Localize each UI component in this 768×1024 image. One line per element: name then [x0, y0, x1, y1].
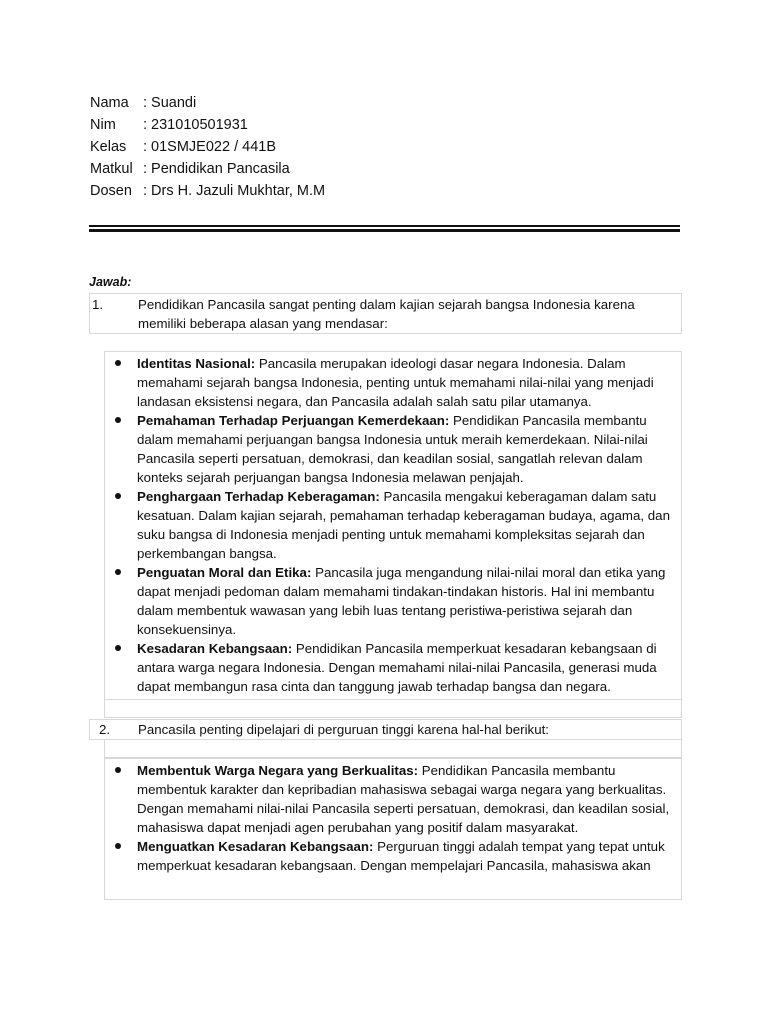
bullet-icon: [115, 843, 121, 849]
list-item: [105, 487, 681, 563]
list-item-title: Penghargaan Terhadap Keberagaman:: [137, 489, 380, 504]
nim-label: Nim: [90, 117, 116, 133]
list-item: [105, 411, 681, 487]
identity-row-matkul: [90, 158, 325, 180]
list-item-title: Membentuk Warga Negara yang Berkualitas:: [137, 763, 419, 778]
student-identity-block: [90, 92, 325, 202]
question-2-number: 2.: [99, 722, 111, 737]
table-spacer-row: [104, 739, 682, 758]
dosen-label: Dosen: [90, 183, 132, 199]
question-1-number: 1.: [92, 297, 104, 312]
answer-2-list: [105, 759, 681, 875]
identity-row-nama: [90, 92, 325, 114]
list-item-text: Pancasila mengakui keberagaman dalam satu kesatuan. Dalam kajian sejarah, pemahaman terhadap keberagaman budaya, agama, dan suku bangsa di Indonesia menjadi penting untuk memahami kompleksitas sejarah dan perkembangan bangsa.: [137, 489, 670, 561]
list-item-title: Menguatkan Kesadaran Kebangsaan:: [137, 839, 374, 854]
answer-heading: Jawab:: [89, 275, 132, 289]
nama-value: : Suandi: [143, 95, 197, 111]
identity-row-kelas: [90, 136, 325, 158]
list-item: [105, 354, 681, 411]
question-1-text: Pendidikan Pancasila sangat penting dalam kajian sejarah bangsa Indonesia karena memiliki beberapa alasan yang mendasar:: [138, 297, 635, 331]
question-2-text: Pancasila penting dipelajari di perguruan tinggi karena hal-hal berikut:: [138, 722, 549, 737]
header-divider-top: [89, 225, 680, 227]
identity-row-dosen: [90, 180, 325, 202]
matkul-value: : Pendidikan Pancasila: [143, 161, 290, 177]
bullet-icon: [115, 417, 121, 423]
answer-2-list-box: [104, 758, 682, 900]
dosen-value: : Drs H. Jazuli Mukhtar, M.M: [143, 183, 326, 199]
table-spacer-row: [104, 699, 682, 718]
list-item: [105, 563, 681, 639]
question-2-box: [89, 719, 682, 740]
list-item: [105, 639, 681, 696]
list-item-title: Pemahaman Terhadap Perjuangan Kemerdekaan:: [137, 413, 450, 428]
kelas-label: Kelas: [90, 139, 127, 155]
list-item-text: Perguruan tinggi adalah tempat yang tepat untuk memperkuat kesadaran kebangsaan. Dengan mempelajari Pancasila, mahasiswa akan: [137, 839, 665, 873]
answer-1-list: [105, 352, 681, 696]
question-1-box: [89, 293, 682, 334]
bullet-icon: [115, 493, 121, 499]
nama-label: Nama: [90, 95, 129, 111]
list-item-title: Penguatan Moral dan Etika:: [137, 565, 312, 580]
bullet-icon: [115, 645, 121, 651]
list-item-title: Kesadaran Kebangsaan:: [137, 641, 293, 656]
list-item-title: Identitas Nasional:: [137, 356, 256, 371]
answer-1-list-box: [104, 351, 682, 700]
nim-value: : 231010501931: [143, 117, 248, 133]
identity-row-nim: [90, 114, 325, 136]
bullet-icon: [115, 360, 121, 366]
list-item-text: Pancasila merupakan ideologi dasar negara Indonesia. Dalam memahami sejarah bangsa Indonesia, penting untuk memahami nilai-nilai yang menjadi landasan eksistensi negara, dan Pancasila adalah salah satu pilar utamanya.: [137, 356, 654, 409]
list-item-text: Pendidikan Pancasila membantu dalam memahami perjuangan bangsa Indonesia untuk meraih kemerdekaan. Nilai-nilai Pancasila seperti persatuan, demokrasi, dan keadilan sosial, sangatlah relevan dalam konteks sejarah perjuangan bangsa Indonesia melawan penjajah.: [137, 413, 648, 485]
header-divider-bottom: [89, 229, 680, 232]
list-item: [105, 837, 681, 875]
bullet-icon: [115, 569, 121, 575]
list-item-text: Pancasila juga mengandung nilai-nilai moral dan etika yang dapat menjadi pedoman dalam memahami tindakan-tindakan historis. Hal ini membantu dalam membentuk wawasan yang lebih luas tentang peristiwa-peristiwa sejarah dan konsekuensinya.: [137, 565, 666, 637]
kelas-value: : 01SMJE022 / 441B: [143, 139, 276, 155]
bullet-icon: [115, 767, 121, 773]
list-item-text: Pendidikan Pancasila membantu membentuk karakter dan kepribadian mahasiswa sebagai warga negara yang berkualitas. Dengan memahami nilai-nilai Pancasila seperti persatuan, demokrasi, dan keadilan sosial, mahasiswa dapat menjadi agen perubahan yang positif dalam masyarakat.: [137, 763, 670, 835]
matkul-label: Matkul: [90, 161, 133, 177]
list-item: [105, 761, 681, 837]
list-item-text: Pendidikan Pancasila memperkuat kesadaran kebangsaan di antara warga negara Indonesia. Dengan memahami nilai-nilai Pancasila, generasi muda dapat membangun rasa cinta dan tanggung jawab terhadap bangsa dan negara.: [137, 641, 657, 694]
